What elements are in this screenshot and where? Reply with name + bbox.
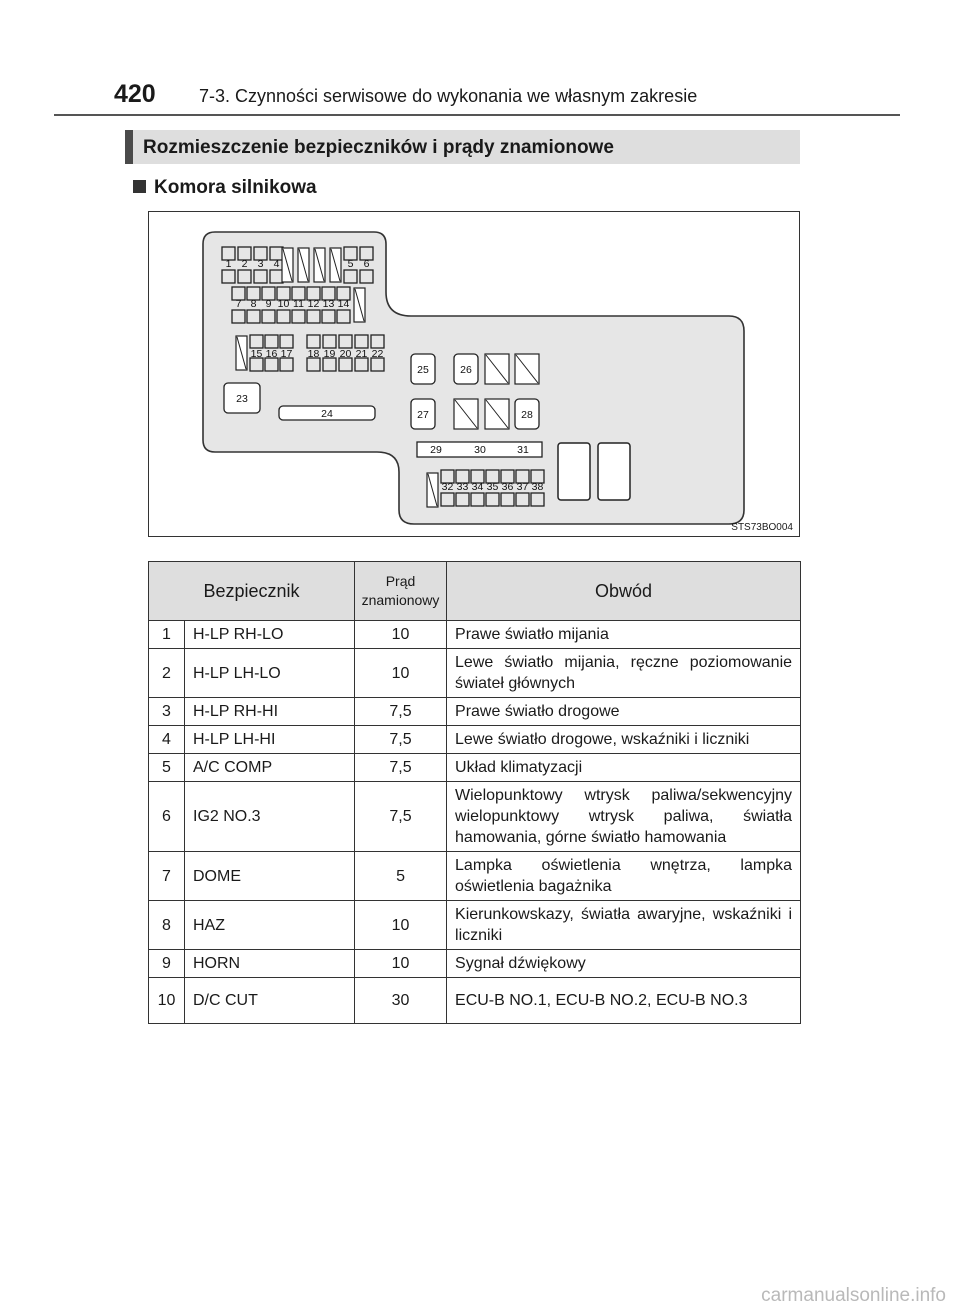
fuse-circuit: Układ klimatyzacji bbox=[447, 754, 801, 782]
fuse-23-label: 23 bbox=[236, 393, 248, 405]
fuse-circuit: Prawe światło drogowe bbox=[447, 698, 801, 726]
fuse-label-19: 19 bbox=[323, 348, 336, 360]
subsection-heading bbox=[133, 177, 317, 199]
fuse-number: 1 bbox=[149, 621, 185, 649]
fuse-label-12: 12 bbox=[307, 298, 320, 310]
fuse-label-38: 38 bbox=[531, 481, 544, 493]
fuse-28-label: 28 bbox=[521, 409, 533, 421]
fuse-number: 7 bbox=[149, 852, 185, 901]
header-circuit: Obwód bbox=[447, 562, 801, 621]
fuse-number: 2 bbox=[149, 649, 185, 698]
fuse-name: D/C CUT bbox=[185, 978, 355, 1024]
fuse-name: H-LP LH-LO bbox=[185, 649, 355, 698]
fuse-name: A/C COMP bbox=[185, 754, 355, 782]
fuse-label-3: 3 bbox=[257, 258, 264, 270]
table-row bbox=[149, 726, 801, 754]
fuse-name: IG2 NO.3 bbox=[185, 782, 355, 852]
fuse-label-2: 2 bbox=[241, 258, 248, 270]
fuse-number: 3 bbox=[149, 698, 185, 726]
fuse-label-15: 15 bbox=[250, 348, 263, 360]
fuse-label-33: 33 bbox=[456, 481, 469, 493]
fuse-label-35: 35 bbox=[486, 481, 499, 493]
header-fuse: Bezpiecznik bbox=[149, 562, 355, 621]
fuse-label-10: 10 bbox=[277, 298, 290, 310]
fuse-rating: 7,5 bbox=[355, 726, 447, 754]
fuse-circuit: Wielopunktowy wtrysk paliwa/sekwencyjny wielopunktowy wtrysk paliwa, światła hamowania, górne światło hamowania bbox=[447, 782, 801, 852]
fuse-rating: 7,5 bbox=[355, 698, 447, 726]
fuse-rating: 10 bbox=[355, 649, 447, 698]
fuse-number: 10 bbox=[149, 978, 185, 1024]
fuse-label-14: 14 bbox=[337, 298, 350, 310]
table-row bbox=[149, 782, 801, 852]
fuse-label-21: 21 bbox=[355, 348, 368, 360]
fuse-26-label: 26 bbox=[460, 364, 472, 376]
header-rating-line1: Prąd bbox=[385, 573, 416, 589]
fuse-rating: 10 bbox=[355, 901, 447, 950]
fuse-label-36: 36 bbox=[501, 481, 514, 493]
fuse-label-30: 30 bbox=[474, 444, 486, 456]
fuse-label-37: 37 bbox=[516, 481, 529, 493]
fuse-rating: 10 bbox=[355, 950, 447, 978]
relay-right bbox=[598, 443, 630, 500]
fuse-label-16: 16 bbox=[265, 348, 278, 360]
subsection-title: Komora silnikowa bbox=[154, 177, 317, 198]
table-row bbox=[149, 901, 801, 950]
fuse-name: H-LP LH-HI bbox=[185, 726, 355, 754]
image-code: STS73BO004 bbox=[731, 522, 793, 533]
chapter-title: 7-3. Czynności serwisowe do wykonania we własnym zakresie bbox=[199, 86, 698, 106]
fuse-number: 6 bbox=[149, 782, 185, 852]
watermark: carmanualsonline.info bbox=[761, 1285, 946, 1306]
banner-accent bbox=[125, 130, 133, 164]
fuse-rating: 7,5 bbox=[355, 782, 447, 852]
fuse-label-7: 7 bbox=[235, 298, 242, 310]
table-row bbox=[149, 978, 801, 1024]
fuse-label-22: 22 bbox=[371, 348, 384, 360]
fuse-label-34: 34 bbox=[471, 481, 484, 493]
fuse-name: H-LP RH-HI bbox=[185, 698, 355, 726]
table-row bbox=[149, 698, 801, 726]
fuse-label-8: 8 bbox=[250, 298, 257, 310]
fuse-label-9: 9 bbox=[265, 298, 272, 310]
header-divider bbox=[54, 114, 900, 116]
fuse-circuit: Sygnał dźwiękowy bbox=[447, 950, 801, 978]
fuse-circuit: Lewe światło drogowe, wskaźniki i liczniki bbox=[447, 726, 801, 754]
fuse-label-32: 32 bbox=[441, 481, 454, 493]
fuse-name: DOME bbox=[185, 852, 355, 901]
fuse-number: 4 bbox=[149, 726, 185, 754]
fuse-label-20: 20 bbox=[339, 348, 352, 360]
fuse-label-17: 17 bbox=[280, 348, 293, 360]
fuse-24-label: 24 bbox=[321, 408, 333, 420]
fuse-label-5: 5 bbox=[347, 258, 354, 270]
square-bullet-icon bbox=[133, 180, 146, 193]
fuse-rating: 7,5 bbox=[355, 754, 447, 782]
section-title: Rozmieszczenie bezpieczników i prądy znamionowe bbox=[143, 137, 614, 158]
table-header-row bbox=[149, 562, 801, 621]
table-row bbox=[149, 852, 801, 901]
fuse-25-label: 25 bbox=[417, 364, 429, 376]
fuse-circuit: Prawe światło mijania bbox=[447, 621, 801, 649]
fuse-name: HAZ bbox=[185, 901, 355, 950]
fuse-table bbox=[148, 561, 801, 1024]
fuse-circuit: ECU-B NO.1, ECU-B NO.2, ECU-B NO.3 bbox=[447, 978, 801, 1024]
fuse-name: HORN bbox=[185, 950, 355, 978]
fuse-label-6: 6 bbox=[363, 258, 370, 270]
fuse-box-diagram bbox=[148, 211, 800, 537]
fuse-label-4: 4 bbox=[273, 258, 280, 270]
table-row bbox=[149, 649, 801, 698]
fuse-circuit: Lampka oświetlenia wnętrza, lampka oświetlenia bagażnika bbox=[447, 852, 801, 901]
table-row bbox=[149, 621, 801, 649]
fuse-name: H-LP RH-LO bbox=[185, 621, 355, 649]
fuse-label-29: 29 bbox=[430, 444, 442, 456]
fuse-label-18: 18 bbox=[307, 348, 320, 360]
fuse-circuit: Kierunkowskazy, światła awaryjne, wskaźniki i liczniki bbox=[447, 901, 801, 950]
fuse-box-svg bbox=[149, 212, 801, 538]
fuse-rating: 10 bbox=[355, 621, 447, 649]
fuse-label-31: 31 bbox=[517, 444, 529, 456]
fuse-27-label: 27 bbox=[417, 409, 429, 421]
header-rating bbox=[355, 562, 447, 621]
fuse-label-13: 13 bbox=[322, 298, 335, 310]
page-number: 420 bbox=[114, 80, 156, 108]
section-banner bbox=[125, 130, 800, 164]
fuse-rating: 5 bbox=[355, 852, 447, 901]
fuse-label-1: 1 bbox=[225, 258, 232, 270]
header-rating-line2: znamionowy bbox=[361, 592, 440, 608]
fuse-number: 9 bbox=[149, 950, 185, 978]
fuse-circuit: Lewe światło mijania, ręczne poziomowanie świateł głównych bbox=[447, 649, 801, 698]
table-body bbox=[149, 621, 801, 1024]
fuse-number: 5 bbox=[149, 754, 185, 782]
table-row bbox=[149, 950, 801, 978]
fuse-number: 8 bbox=[149, 901, 185, 950]
fuse-label-11: 11 bbox=[293, 298, 304, 310]
relay-left bbox=[558, 443, 590, 500]
fuse-rating: 30 bbox=[355, 978, 447, 1024]
table-row bbox=[149, 754, 801, 782]
